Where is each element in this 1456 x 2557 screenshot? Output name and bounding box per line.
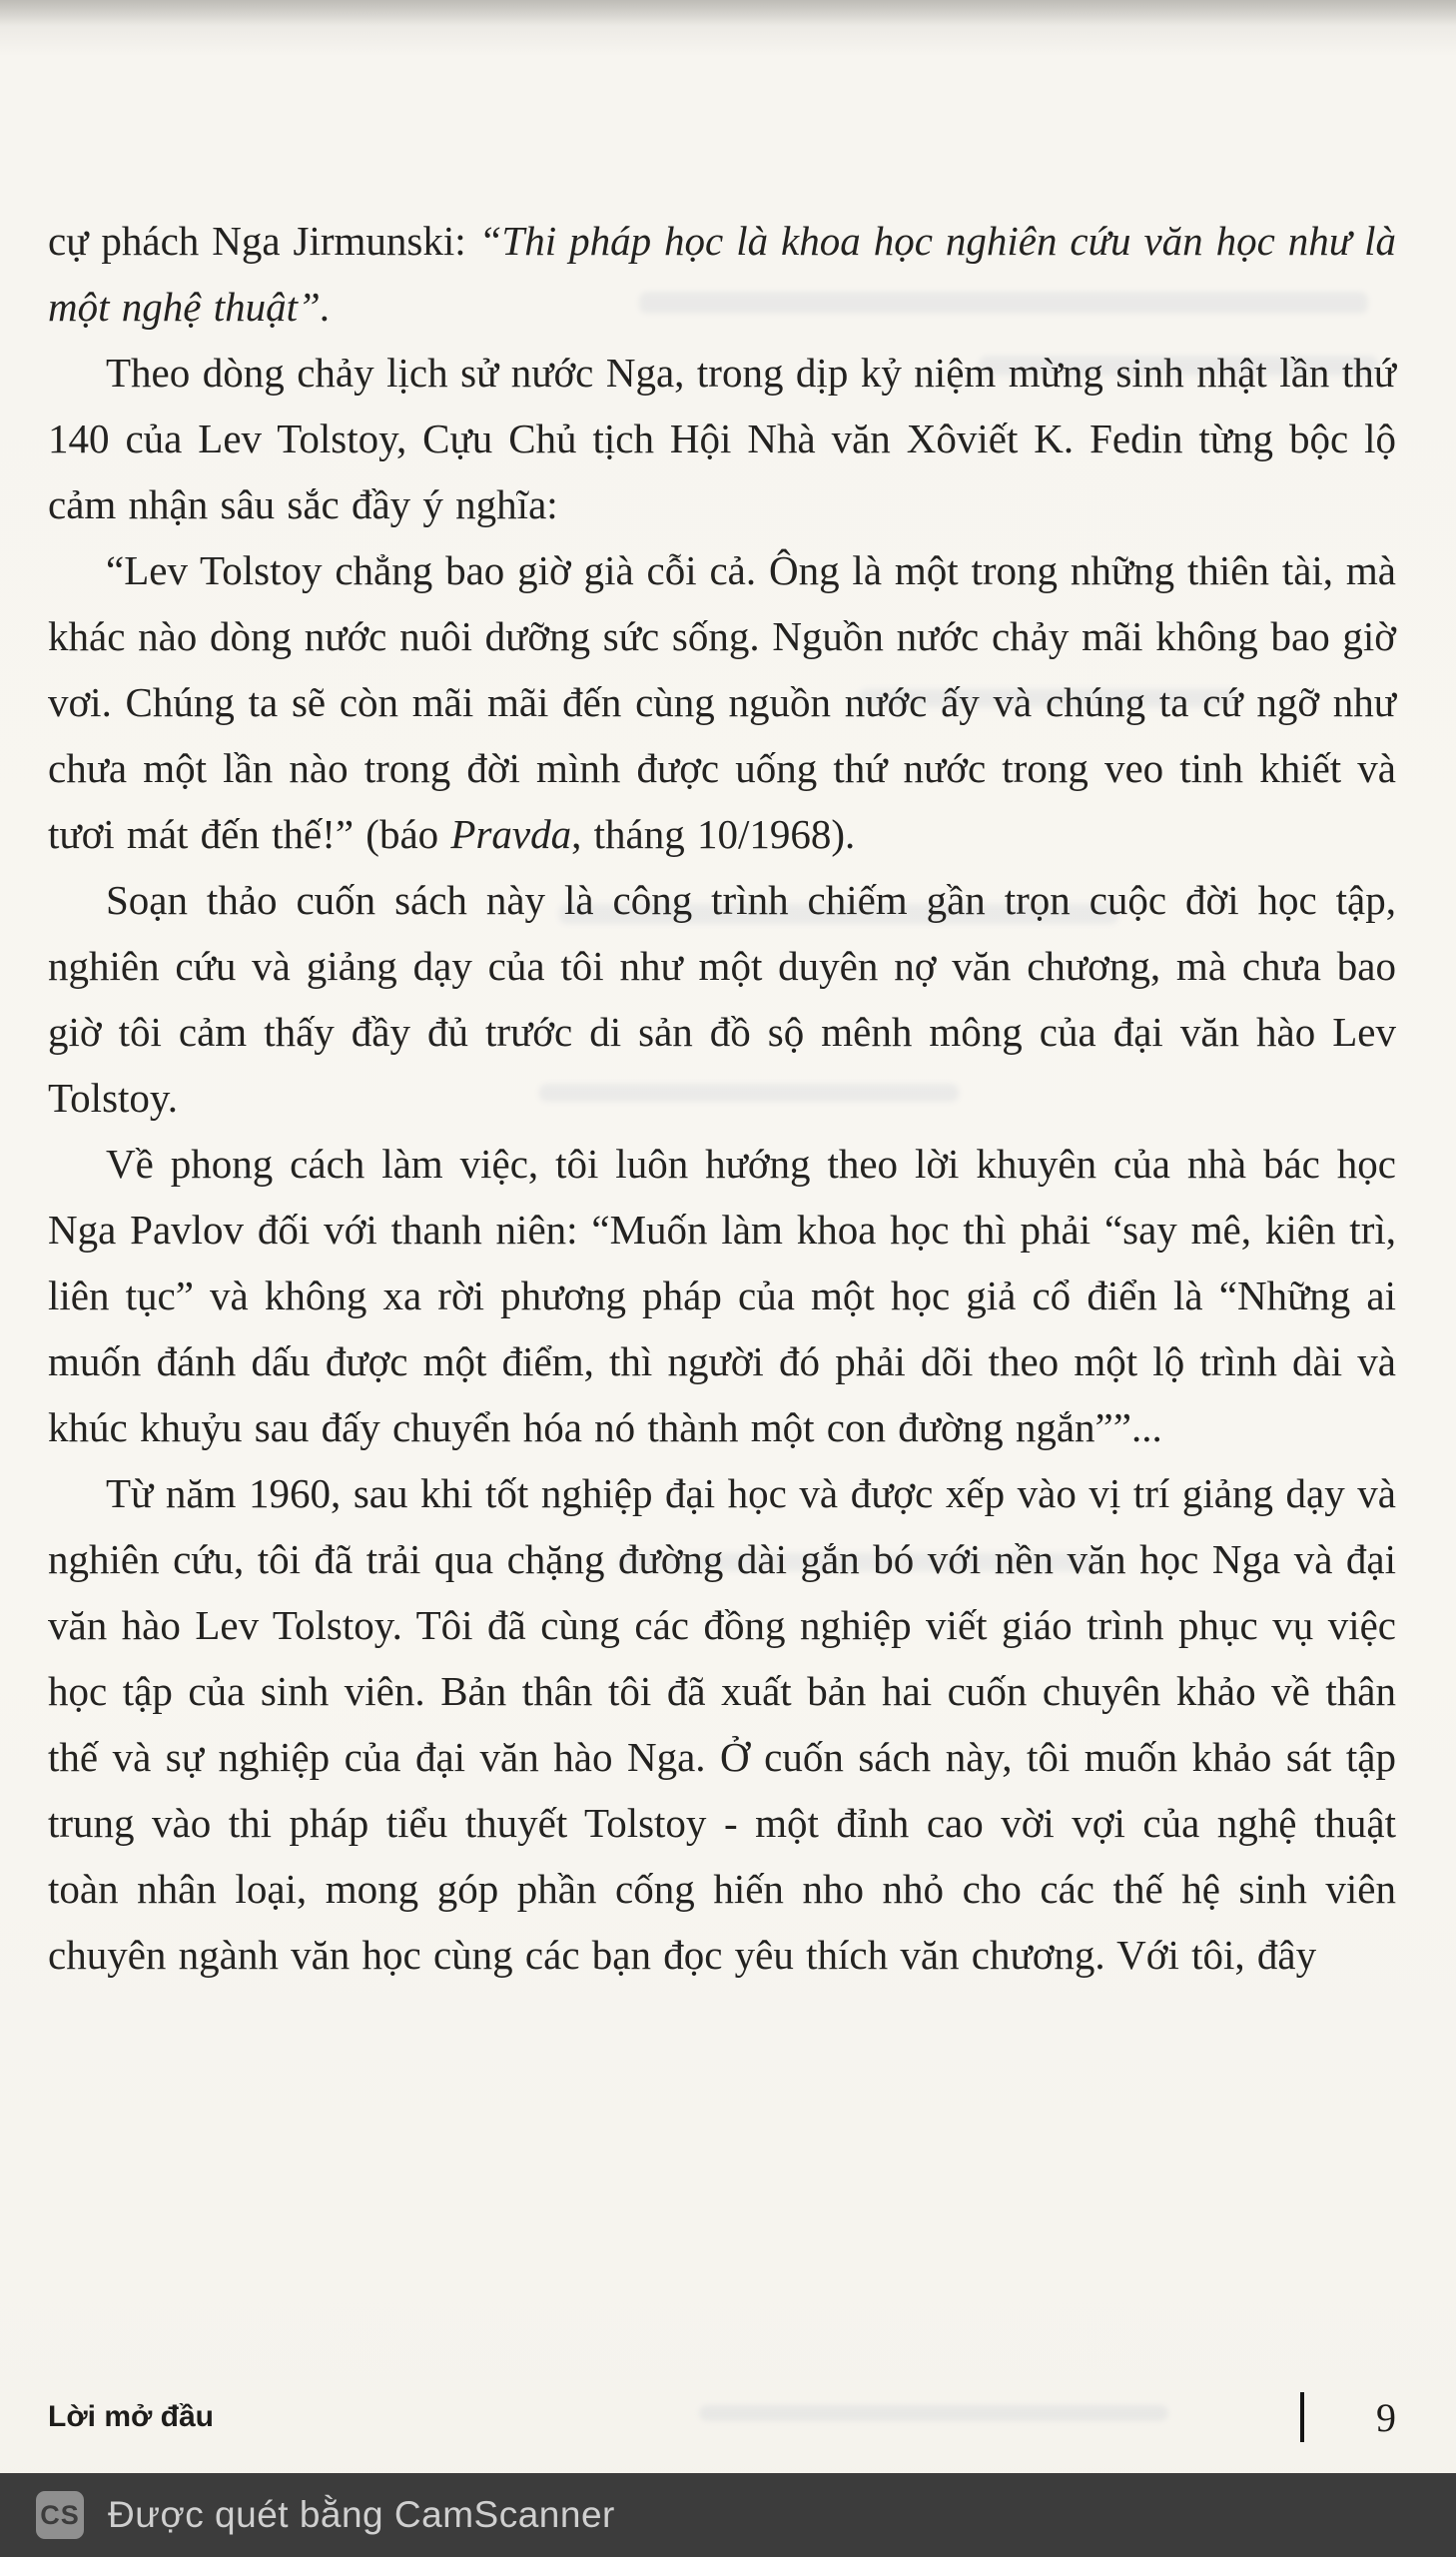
scan-edge-shadow	[0, 0, 1456, 26]
text-segment: cự phách Nga Jirmunski:	[48, 218, 479, 264]
text-segment: Theo dòng chảy lịch sử nước Nga, trong dịp kỷ niệm mừng sinh nhật lần thứ 140 của Lev Tolstoy, Cựu Chủ tịch Hội Nhà văn Xôviết K. Fedin từng bộc lộ cảm nhận sâu sắc đầy ý nghĩa:	[48, 350, 1396, 527]
page-number-divider	[1300, 2392, 1304, 2442]
paragraph	[48, 1460, 1396, 1988]
camscanner-watermark-label: Được quét bằng CamScanner	[108, 2494, 615, 2535]
footer-page-number-group	[1300, 2392, 1396, 2442]
paragraph	[48, 1131, 1396, 1460]
paragraph	[48, 537, 1396, 867]
text-segment: Từ năm 1960, sau khi tốt nghiệp đại học và được xếp vào vị trí giảng dạy và nghiên cứu, tôi đã trải qua chặng đường dài gắn bó với nền văn học Nga và đại văn hào Lev Tolstoy. Tôi đã cùng các đồng nghiệp viết giáo trình phục vụ việc học tập của sinh viên. Bản thân tôi đã xuất bản hai cuốn chuyên khảo về thân thế và sự nghiệp của đại văn hào Nga. Ở cuốn sách này, tôi muốn khảo sát tập trung vào thi pháp tiểu thuyết Tolstoy - một đỉnh cao vời vợi của nghệ thuật toàn nhân loại, mong góp phần cống hiến nho nhỏ cho các thế hệ sinh viên chuyên ngành văn học cùng các bạn đọc yêu thích văn chương. Với tôi, đây	[48, 1470, 1396, 1978]
page-number: 9	[1376, 2394, 1396, 2440]
italic-title-segment: Pravda	[450, 811, 572, 857]
text-segment: “Lev Tolstoy chẳng bao giờ già cỗi cả. Ông là một trong những thiên tài, mà khác nào dòng nước nuôi dưỡng sức sống. Nguồn nước chảy mãi không bao giờ vơi. Chúng ta sẽ còn mãi mãi đến cùng nguồn nước ấy và chúng ta cứ ngỡ như chưa một lần nào trong đời mình được uống thứ nước trong veo tinh khiết và tươi mát đến thế!” (báo	[48, 547, 1396, 857]
running-footer-section-label: Lời mở đầu	[48, 2400, 214, 2433]
camscanner-watermark-bar	[0, 2473, 1456, 2557]
text-segment: , tháng 10/1968).	[571, 811, 856, 857]
page-footer	[48, 2385, 1396, 2449]
text-segment: Về phong cách làm việc, tôi luôn hướng theo lời khuyên của nhà bác học Nga Pavlov đối với thanh niên: “Muốn làm khoa học thì phải “say mê, kiên trì, liên tục” và không xa rời phương pháp của một học giả cổ điển là “Những ai muốn đánh dấu được một điểm, thì người đó phải dõi theo một lộ trình dài và khúc khuỷu sau đấy chuyển hóa nó thành một con đường ngắn””...	[48, 1141, 1396, 1450]
italic-quote-segment: “Thi pháp học là khoa học nghiên cứu văn học như là một nghệ thuật”.	[48, 218, 1396, 330]
paragraph	[48, 867, 1396, 1131]
text-segment: Soạn thảo cuốn sách này là công trình chiếm gần trọn cuộc đời học tập, nghiên cứu và giảng dạy của tôi như một duyên nợ văn chương, mà chưa bao giờ tôi cảm thấy đầy đủ trước di sản đồ sộ mênh mông của đại văn hào Lev Tolstoy.	[48, 877, 1396, 1121]
paragraph	[48, 340, 1396, 537]
paragraph	[48, 208, 1396, 340]
camscanner-logo-icon: CS	[36, 2491, 84, 2539]
body-text	[48, 208, 1396, 1988]
